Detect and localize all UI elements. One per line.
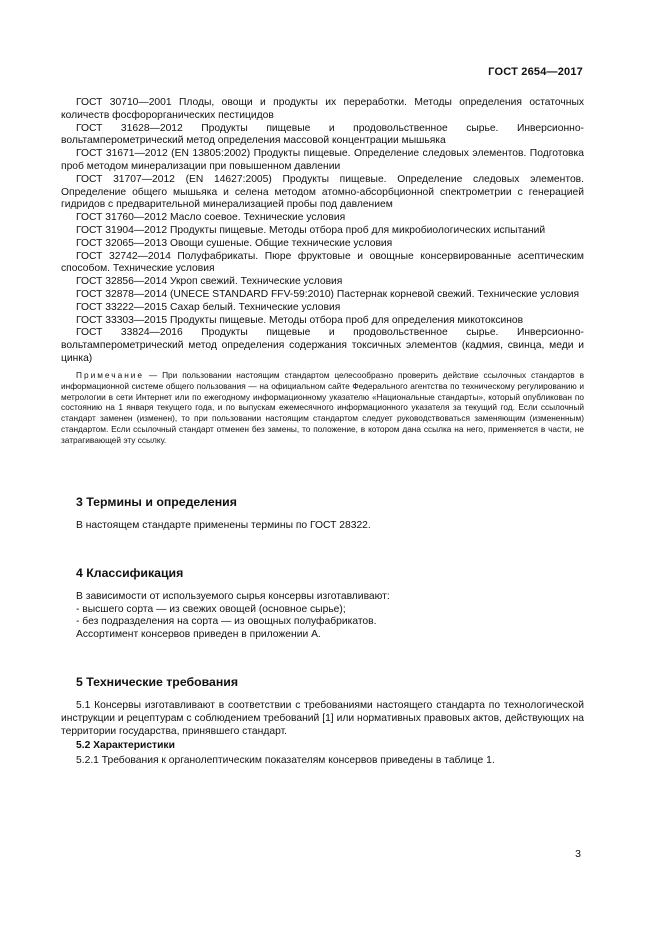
section-4-line: - без подразделения на сорта — из овощных полуфабрикатов. <box>76 616 377 628</box>
reference-item: ГОСТ 33303—2015 Продукты пищевые. Методы отбора проб для определения микотоксинов <box>76 314 524 326</box>
section-5-1-paragraph: 5.1 Консервы изготавливают в соответствии с требованиями настоящего стандарта по технологической инструкции и рецептурам с соблюдением требований [1] или нормативных правовых актов, действующих на территории государства, принявшего стандарт. <box>61 700 584 737</box>
reference-item: ГОСТ 30710—2001 Плоды, овощи и продукты их переработки. Методы определения остаточных количеств фосфорорганических пестицидов <box>61 97 584 121</box>
section-4-line: - высшего сорта — из свежих овощей (основное сырье); <box>76 603 346 615</box>
section-4-line: Ассортимент консервов приведен в приложении А. <box>76 629 321 641</box>
reference-item: ГОСТ 32856—2014 Укроп свежий. Технические условия <box>76 276 343 288</box>
section-5-2-1-paragraph: 5.2.1 Требования к органолептическим показателям консервов приведены в таблице 1. <box>76 755 495 767</box>
reference-item: ГОСТ 33824—2016 Продукты пищевые и продовольственное сырье. Инверсионно-вольтамперометрический метод определения содержания токсичных элементов (кадмия, свинца, меди и цинка) <box>61 327 584 364</box>
section-4-line: В зависимости от используемого сырья консервы изготавливают: <box>76 590 390 602</box>
page-body <box>61 97 584 768</box>
reference-item: ГОСТ 33222—2015 Сахар белый. Технические условия <box>76 301 341 313</box>
note-paragraph <box>61 370 584 446</box>
reference-item: ГОСТ 32878—2014 (UNECE STANDARD FFV-59:2010) Пастернак корневой свежий. Технические условия <box>76 288 580 300</box>
reference-item: ГОСТ 31904—2012 Продукты пищевые. Методы отбора проб для микробиологических испытаний <box>76 224 546 236</box>
section-3-text: В настоящем стандарте применены термины по ГОСТ 28322. <box>76 520 371 532</box>
note-label: Примечание <box>76 369 145 380</box>
section-5-2-title: 5.2 Характеристики <box>76 740 175 752</box>
page-number: 3 <box>575 848 581 860</box>
section-5-title: 5 Технические требования <box>76 675 238 690</box>
reference-list <box>61 97 584 366</box>
section-3-title: 3 Термины и определения <box>76 495 237 510</box>
reference-item: ГОСТ 31671—2012 (EN 13805:2002) Продукты пищевые. Определение следовых элементов. Подготовка проб методом минерализации при повышенном давлении <box>61 148 584 172</box>
note-text: — При пользовании настоящим стандартом целесообразно проверить действие ссылочных стандартов в информационной системе общего пользования — на официальном сайте Федерального агентства по техническому регулированию и метрологии в сети Интернет или по ежегодному информационному указателю «Национальные стандарты», который опубликован по состоянию на 1 января текущего года, и по выпускам ежемесячного информационного указателя за текущий год. Если ссылочный стандарт заменен (изменен), то при пользовании настоящим стандартом следует руководствоваться заменяющим (измененным) стандартом. Если ссылочный стандарт отменен без замены, то положение, в котором дана ссылка на него, применяется в части, не затрагивающей эту ссылку. <box>61 369 584 446</box>
standard-code-header: ГОСТ 2654—2017 <box>488 66 583 78</box>
section-4-title: 4 Классификация <box>76 565 184 580</box>
reference-item: ГОСТ 32065—2013 Овощи сушеные. Общие технические условия <box>76 237 393 249</box>
reference-item: ГОСТ 31628—2012 Продукты пищевые и продовольственное сырье. Инверсионно-вольтамперометрический метод определения массовой концентрации мышьяка <box>61 122 584 147</box>
reference-item: ГОСТ 31760—2012 Масло соевое. Технические условия <box>76 212 346 224</box>
reference-item: ГОСТ 32742—2014 Полуфабрикаты. Пюре фруктовые и овощные консервированные асептическим способом. Технические условия <box>61 250 584 275</box>
reference-item: ГОСТ 31707—2012 (EN 14627:2005) Продукты пищевые. Определение следовых элементов. Определение общего мышьяка и селена методом атомно-абсорбционной спектрометрии с генерацией гидридов с предварительной минерализацией пробы под давлением <box>61 173 584 211</box>
